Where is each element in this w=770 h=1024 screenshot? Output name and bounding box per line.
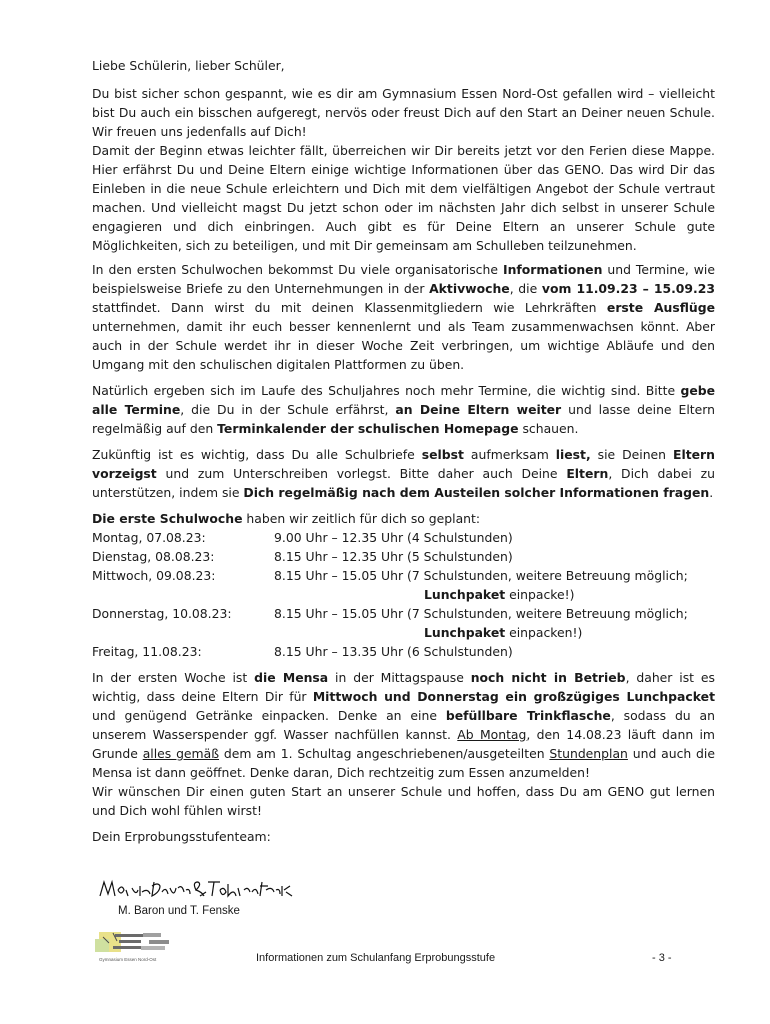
bold-run: vom 11.09.23 – 15.09.23 <box>541 281 716 296</box>
text-run: , Dich dabei zu unterstützen, indem sie <box>92 466 715 500</box>
underlined-run: Ab Montag <box>457 727 527 742</box>
text-run: , den 14.08.23 läuft dann im Grunde <box>92 727 716 761</box>
schedule-intro-bold: Die erste Schulwoche <box>92 511 243 526</box>
bold-run: Dich regelmäßig nach dem Austeilen solcher Informationen fragen <box>243 485 710 500</box>
schedule-row <box>92 547 715 566</box>
letter-body <box>92 56 715 853</box>
schedule-time: 8.15 Uhr – 15.05 Uhr (7 Schulstunden, weitere Betreuung möglich; <box>274 568 688 583</box>
schedule-time: 8.15 Uhr – 12.35 Uhr (5 Schulstunden) <box>274 549 513 564</box>
text-run: . <box>709 485 714 500</box>
termine-paragraph <box>92 381 715 438</box>
text-run: dem am 1. Schultag angeschriebenen/ausgeteilten <box>219 746 550 761</box>
text-run: und lasse deine Eltern regelmäßig auf den <box>92 402 715 436</box>
schedule-row <box>92 566 715 585</box>
signature-names: M. Baron und T. Fenske <box>118 905 240 917</box>
wishes-paragraph: Wir wünschen Dir einen guten Start an unserer Schule und hoffen, dass Du am GENO gut lernen und Dich wohl fühlen wirst! <box>92 784 715 818</box>
text-run: In der ersten Woche ist <box>92 670 255 685</box>
bold-run: Eltern vorzeigst <box>92 447 715 481</box>
mensa-paragraph <box>92 668 715 782</box>
schedule-day: Donnerstag, 10.08.23: <box>92 606 232 621</box>
text-run: Zukünftig ist es wichtig, dass Du alle Schulbriefe <box>92 447 422 462</box>
text-run: , daher ist es wichtig, dass deine Eltern Dir für <box>92 670 715 704</box>
schedule-day: Freitag, 11.08.23: <box>92 644 202 659</box>
text-run: aufmerksam <box>463 447 556 462</box>
bold-run: an Deine Eltern weiter <box>395 402 562 417</box>
schedule-row <box>92 604 715 623</box>
schedule <box>92 509 715 661</box>
closing: Dein Erprobungsstufenteam: <box>92 829 271 844</box>
schedule-intro <box>92 509 715 528</box>
intro-sentence-1: Du bist sicher schon gespannt, wie es dir am Gymnasium Essen Nord-Ost gefallen wird – vielleicht bist Du auch ein bisschen aufgeregt, nervös oder freust Dich auf den Start an Deiner neuen Schule. Wir freuen uns jedenfalls auf Dich! <box>92 86 715 139</box>
lunchpaket-label: Lunchpaket <box>424 587 506 602</box>
organisation-paragraph <box>92 260 715 374</box>
text-run: in der Mittagspause <box>328 670 471 685</box>
bold-run: selbst <box>421 447 464 462</box>
bold-run: die Mensa <box>254 670 329 685</box>
text-run: stattfindet. Dann wirst du mit deinen Klassenmitgliedern wie Lehrkräften <box>92 300 607 315</box>
text-run: Natürlich ergeben sich im Laufe des Schuljahres noch mehr Termine, die wichtig sind. Bitte <box>92 383 681 398</box>
underlined-run: alles gemäß <box>142 746 220 761</box>
lunchpaket-label: Lunchpaket <box>424 625 506 640</box>
intro-sentence-2: Damit der Beginn etwas leichter fällt, überreichen wir Dir bereits jetzt vor den Ferien diese Mappe. Hier erfährst Du und Deine Eltern einige wichtige Informationen über das GENO. Das wird Dir das Einleben in die neue Schule erleichtern und Dich mit dem vielfältigen Angebot der Schule vertraut machen. Und vielleicht magst Du jetzt schon oder im nächsten Jahr dich selbst in unserer Schule engagieren und dich einbringen. Auch gibt es für Deine Eltern an unserer Schule gute Möglichkeiten, sich zu beteiligen, und mit Dir gemeinsam am Schulleben teilzunehmen. <box>92 143 715 253</box>
text-run: schauen. <box>518 421 579 436</box>
text-run: einpacken!) <box>505 625 583 640</box>
schedule-row <box>92 528 715 547</box>
bold-run: Eltern <box>566 466 609 481</box>
schedule-row-continuation <box>92 623 715 642</box>
schedule-time: 8.15 Uhr – 13.35 Uhr (6 Schulstunden) <box>274 644 513 659</box>
schedule-intro-text: haben wir zeitlich für dich so geplant: <box>242 511 481 526</box>
schedule-row-continuation <box>92 585 715 604</box>
bold-run: Aktivwoche <box>429 281 510 296</box>
text-run: , die <box>509 281 542 296</box>
schedule-day: Montag, 07.08.23: <box>92 530 206 545</box>
bold-run: Terminkalender der schulischen Homepage <box>217 421 519 436</box>
text-run: und Termine, wie beispielsweise Briefe zu den Unternehmungen in der <box>92 262 715 296</box>
underlined-run: Stundenplan <box>549 746 628 761</box>
text-run: sie Deinen <box>590 447 673 462</box>
intro-paragraph <box>92 84 715 255</box>
bold-run: befüllbare Trinkflasche <box>445 708 611 723</box>
text-run: und auch die Mensa ist dann geöffnet. Denke daran, Dich rechtzeitig zum Essen anzumelden! <box>92 746 715 780</box>
bold-run: erste Ausflüge <box>606 300 716 315</box>
schedule-day: Mittwoch, 09.08.23: <box>92 568 216 583</box>
schedule-day: Dienstag, 08.08.23: <box>92 549 215 564</box>
signature-image <box>96 876 296 902</box>
bold-run: liest, <box>555 447 591 462</box>
greeting: Liebe Schülerin, lieber Schüler, <box>92 58 285 73</box>
schedule-row <box>92 642 715 661</box>
text-run: , die Du in der Schule erfährst, <box>180 402 396 417</box>
bold-run: Mittwoch und Donnerstag ein großzügiges Lunchpacket <box>312 689 715 704</box>
text-run: einpacke!) <box>505 587 575 602</box>
school-logo <box>93 929 179 965</box>
text-run: und zum Unterschreiben vorlegst. Bitte daher auch Deine <box>156 466 567 481</box>
footer-title: Informationen zum Schulanfang Erprobungsstufe <box>256 952 496 964</box>
bold-run: gebe alle Termine <box>92 383 715 417</box>
schulbriefe-paragraph <box>92 445 715 502</box>
text-run: , sodass du an unserem Wasserspender ggf. Wasser nachfüllen kannst. <box>92 708 715 742</box>
text-run: unternehmen, damit ihr euch besser kennenlernt und als Team zusammenwachsen könnt. Aber auch in der Schule werdet ihr in dieser Woche Zeit verbringen, um wichtige Abläufe und den Umgang mit den schulischen digitalen Plattformen zu üben. <box>92 319 715 372</box>
schedule-time: 9.00 Uhr – 12.35 Uhr (4 Schulstunden) <box>274 530 513 545</box>
logo-text: Gymnasium Essen Nord-Ost <box>99 957 157 962</box>
text-run: und genügend Getränke einpacken. Denke an eine <box>92 708 446 723</box>
schedule-time: 8.15 Uhr – 15.05 Uhr (7 Schulstunden, weitere Betreuung möglich; <box>274 606 688 621</box>
text-run: In den ersten Schulwochen bekommst Du viele organisatorische <box>92 262 503 277</box>
bold-run: noch nicht in Betrieb <box>470 670 626 685</box>
bold-run: Informationen <box>502 262 603 277</box>
page-number: - 3 - <box>652 952 672 964</box>
